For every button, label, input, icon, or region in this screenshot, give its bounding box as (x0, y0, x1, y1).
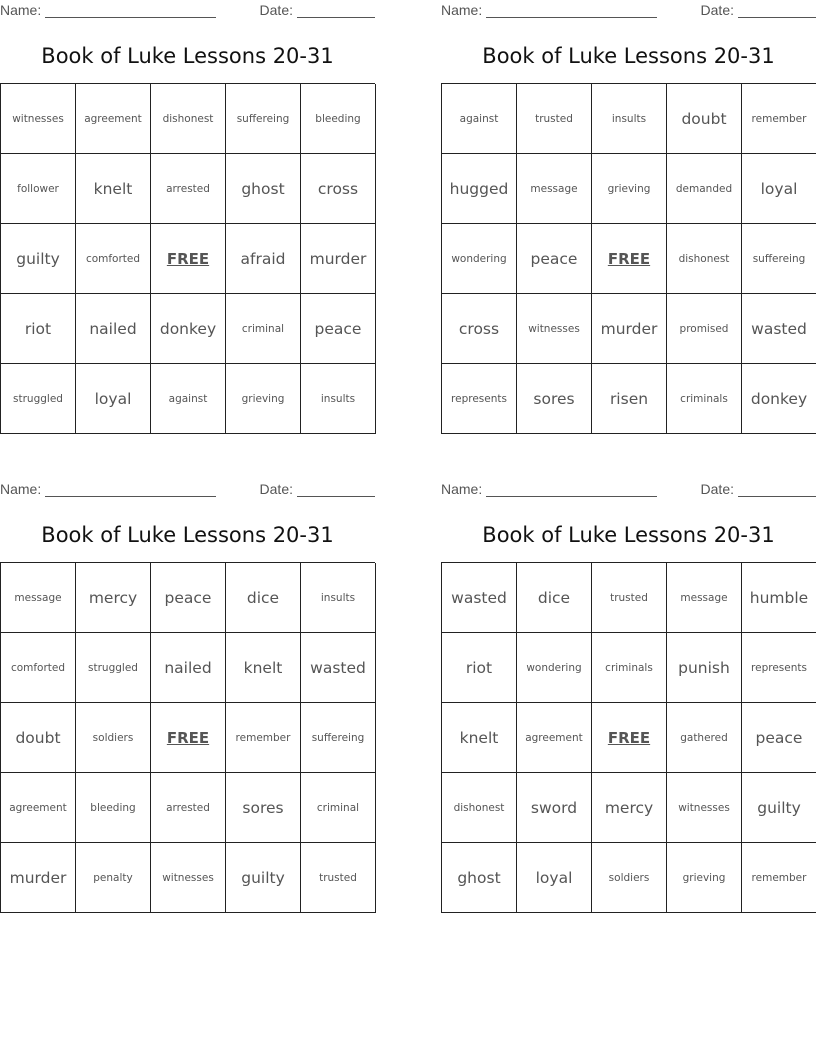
bingo-cell: soldiers (592, 843, 667, 913)
bingo-cell: criminals (592, 633, 667, 703)
free-space-cell: FREE (151, 703, 226, 773)
bingo-cell: peace (517, 224, 592, 294)
bingo-cell: loyal (517, 843, 592, 913)
bingo-cell: humble (742, 563, 816, 633)
bingo-cell: trusted (301, 843, 376, 913)
bingo-cell: knelt (226, 633, 301, 703)
bingo-cell: loyal (742, 154, 816, 224)
name-line (486, 5, 657, 18)
bingo-cell: dishonest (667, 224, 742, 294)
bingo-cell: struggled (1, 364, 76, 434)
bingo-cell: dishonest (151, 84, 226, 154)
date-field[interactable] (260, 2, 375, 18)
bingo-cell: guilty (226, 843, 301, 913)
bingo-cell: represents (442, 364, 517, 434)
date-label: Date: (259, 2, 293, 18)
bingo-cell: message (667, 563, 742, 633)
bingo-cell: suffereing (742, 224, 816, 294)
bingo-cell: penalty (76, 843, 151, 913)
free-space-cell: FREE (592, 224, 667, 294)
card-title: Book of Luke Lessons 20-31 (41, 44, 334, 68)
date-line (297, 5, 375, 18)
bingo-cell: cross (442, 294, 517, 364)
bingo-cell: wondering (442, 224, 517, 294)
bingo-cell: ghost (226, 154, 301, 224)
name-date-row (0, 0, 375, 22)
bingo-cell: bleeding (301, 84, 376, 154)
name-line (45, 484, 216, 497)
date-label: Date: (700, 2, 734, 18)
date-line (738, 5, 816, 18)
bingo-cell: doubt (667, 84, 742, 154)
name-label: Name: (441, 481, 483, 497)
bingo-cell: afraid (226, 224, 301, 294)
bingo-cell: comforted (76, 224, 151, 294)
name-date-row (441, 0, 816, 22)
name-field[interactable] (441, 481, 657, 497)
bingo-cell: wasted (742, 294, 816, 364)
bingo-cell: message (1, 563, 76, 633)
bingo-card-1 (0, 0, 375, 408)
bingo-cell: peace (742, 703, 816, 773)
date-field[interactable] (260, 481, 375, 497)
bingo-cell: insults (301, 364, 376, 434)
bingo-cell: demanded (667, 154, 742, 224)
bingo-cell: sores (226, 773, 301, 843)
name-label: Name: (441, 2, 483, 18)
bingo-cell: trusted (517, 84, 592, 154)
bingo-cell: guilty (1, 224, 76, 294)
bingo-cell: remember (742, 843, 816, 913)
bingo-cell: insults (592, 84, 667, 154)
bingo-cell: sword (517, 773, 592, 843)
bingo-card-4 (441, 479, 816, 887)
bingo-grid (441, 83, 816, 434)
bingo-cell: guilty (742, 773, 816, 843)
bingo-cell: witnesses (517, 294, 592, 364)
bingo-cell: murder (1, 843, 76, 913)
bingo-cell: peace (301, 294, 376, 364)
card-title: Book of Luke Lessons 20-31 (41, 523, 334, 547)
date-label: Date: (700, 481, 734, 497)
bingo-cell: insults (301, 563, 376, 633)
bingo-cell: cross (301, 154, 376, 224)
bingo-cell: message (517, 154, 592, 224)
free-space-cell: FREE (151, 224, 226, 294)
bingo-cell: grieving (667, 843, 742, 913)
bingo-cell: ghost (442, 843, 517, 913)
bingo-cell: bleeding (76, 773, 151, 843)
card-title: Book of Luke Lessons 20-31 (482, 44, 775, 68)
bingo-cell: wasted (301, 633, 376, 703)
name-label: Name: (0, 2, 42, 18)
name-line (486, 484, 657, 497)
bingo-cell: doubt (1, 703, 76, 773)
bingo-cell: punish (667, 633, 742, 703)
bingo-cell: knelt (442, 703, 517, 773)
bingo-cell: suffereing (301, 703, 376, 773)
name-line (45, 5, 216, 18)
bingo-cell: remember (226, 703, 301, 773)
name-date-row (441, 479, 816, 501)
bingo-cell: mercy (76, 563, 151, 633)
bingo-cell: against (151, 364, 226, 434)
name-label: Name: (0, 481, 42, 497)
bingo-cell: follower (1, 154, 76, 224)
bingo-cell: nailed (151, 633, 226, 703)
bingo-cell: trusted (592, 563, 667, 633)
bingo-cell: grieving (226, 364, 301, 434)
bingo-cell: sores (517, 364, 592, 434)
bingo-cell: criminals (667, 364, 742, 434)
bingo-cell: dice (226, 563, 301, 633)
bingo-cell: wondering (517, 633, 592, 703)
bingo-cell: riot (442, 633, 517, 703)
bingo-cell: nailed (76, 294, 151, 364)
free-space-cell: FREE (592, 703, 667, 773)
name-date-row (0, 479, 375, 501)
date-line (297, 484, 375, 497)
bingo-cell: gathered (667, 703, 742, 773)
bingo-card-2 (441, 0, 816, 408)
bingo-cell: riot (1, 294, 76, 364)
bingo-cell: witnesses (151, 843, 226, 913)
bingo-cell: agreement (517, 703, 592, 773)
bingo-cell: against (442, 84, 517, 154)
bingo-cell: promised (667, 294, 742, 364)
bingo-cell: witnesses (1, 84, 76, 154)
name-field[interactable] (0, 2, 216, 18)
bingo-cell: donkey (151, 294, 226, 364)
bingo-grid (0, 562, 375, 913)
bingo-cell: wasted (442, 563, 517, 633)
bingo-cell: grieving (592, 154, 667, 224)
bingo-cell: remember (742, 84, 816, 154)
bingo-cell: peace (151, 563, 226, 633)
bingo-cell: comforted (1, 633, 76, 703)
bingo-cell: agreement (1, 773, 76, 843)
bingo-grid (441, 562, 816, 913)
bingo-cell: witnesses (667, 773, 742, 843)
bingo-cell: hugged (442, 154, 517, 224)
bingo-cell: agreement (76, 84, 151, 154)
bingo-cell: donkey (742, 364, 816, 434)
bingo-grid (0, 83, 375, 434)
date-field[interactable] (701, 481, 816, 497)
bingo-cell: arrested (151, 773, 226, 843)
bingo-cell: suffereing (226, 84, 301, 154)
name-field[interactable] (441, 2, 657, 18)
bingo-cell: arrested (151, 154, 226, 224)
bingo-cell: knelt (76, 154, 151, 224)
bingo-cell: criminal (226, 294, 301, 364)
bingo-cell: loyal (76, 364, 151, 434)
name-field[interactable] (0, 481, 216, 497)
date-line (738, 484, 816, 497)
bingo-cell: murder (592, 294, 667, 364)
bingo-cell: struggled (76, 633, 151, 703)
date-label: Date: (259, 481, 293, 497)
bingo-cell: represents (742, 633, 816, 703)
bingo-cell: criminal (301, 773, 376, 843)
bingo-cell: soldiers (76, 703, 151, 773)
card-title: Book of Luke Lessons 20-31 (482, 523, 775, 547)
bingo-cell: risen (592, 364, 667, 434)
bingo-card-3 (0, 479, 375, 887)
bingo-cell: murder (301, 224, 376, 294)
bingo-cell: dishonest (442, 773, 517, 843)
bingo-cell: mercy (592, 773, 667, 843)
date-field[interactable] (701, 2, 816, 18)
bingo-cell: dice (517, 563, 592, 633)
